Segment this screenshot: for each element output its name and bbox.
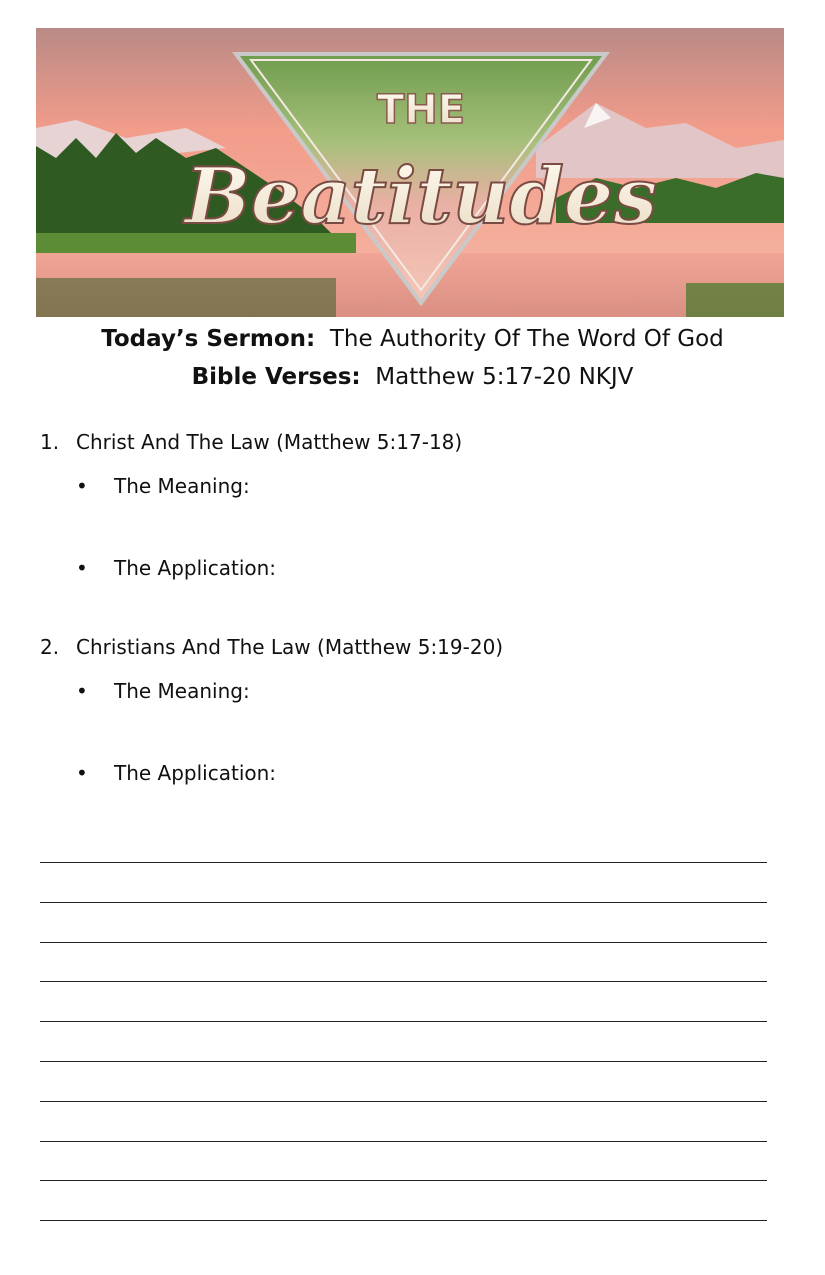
note-line[interactable] <box>40 902 767 903</box>
beatitudes-banner <box>36 28 784 317</box>
bullet-item <box>76 556 276 580</box>
verses-line <box>0 364 825 390</box>
note-line[interactable] <box>40 862 767 863</box>
banner-title-beatitudes: Beatitudes <box>184 151 658 242</box>
section-heading <box>40 430 462 454</box>
bullet-item <box>76 679 250 703</box>
bullet-icon: • <box>76 474 88 498</box>
bullet-label: The Meaning: <box>114 679 250 703</box>
bullet-icon: • <box>76 679 88 703</box>
bullet-item <box>76 474 250 498</box>
verses-value: Matthew 5:17-20 NKJV <box>375 364 634 390</box>
note-line[interactable] <box>40 942 767 943</box>
note-line[interactable] <box>40 1021 767 1022</box>
bullet-icon: • <box>76 761 88 785</box>
note-line[interactable] <box>40 1141 767 1142</box>
bullet-icon: • <box>76 556 88 580</box>
bullet-item <box>76 761 276 785</box>
note-line[interactable] <box>40 1220 767 1221</box>
note-line[interactable] <box>40 1101 767 1102</box>
bullet-label: The Application: <box>114 761 277 785</box>
note-line[interactable] <box>40 1061 767 1062</box>
bullet-label: The Meaning: <box>114 474 250 498</box>
section-title: Christ And The Law (Matthew 5:17-18) <box>76 430 463 454</box>
section-title: Christians And The Law (Matthew 5:19-20) <box>76 635 504 659</box>
verses-label: Bible Verses: <box>191 364 361 390</box>
bullet-label: The Application: <box>114 556 277 580</box>
section-number: 2. <box>40 635 60 659</box>
section-number: 1. <box>40 430 60 454</box>
sermon-title: The Authority Of The Word Of God <box>329 326 724 352</box>
sermon-label: Today’s Sermon: <box>101 326 316 352</box>
section-heading <box>40 635 503 659</box>
note-line[interactable] <box>40 1180 767 1181</box>
note-line[interactable] <box>40 981 767 982</box>
banner-title-the: THE <box>376 87 466 133</box>
sermon-line <box>0 326 825 352</box>
